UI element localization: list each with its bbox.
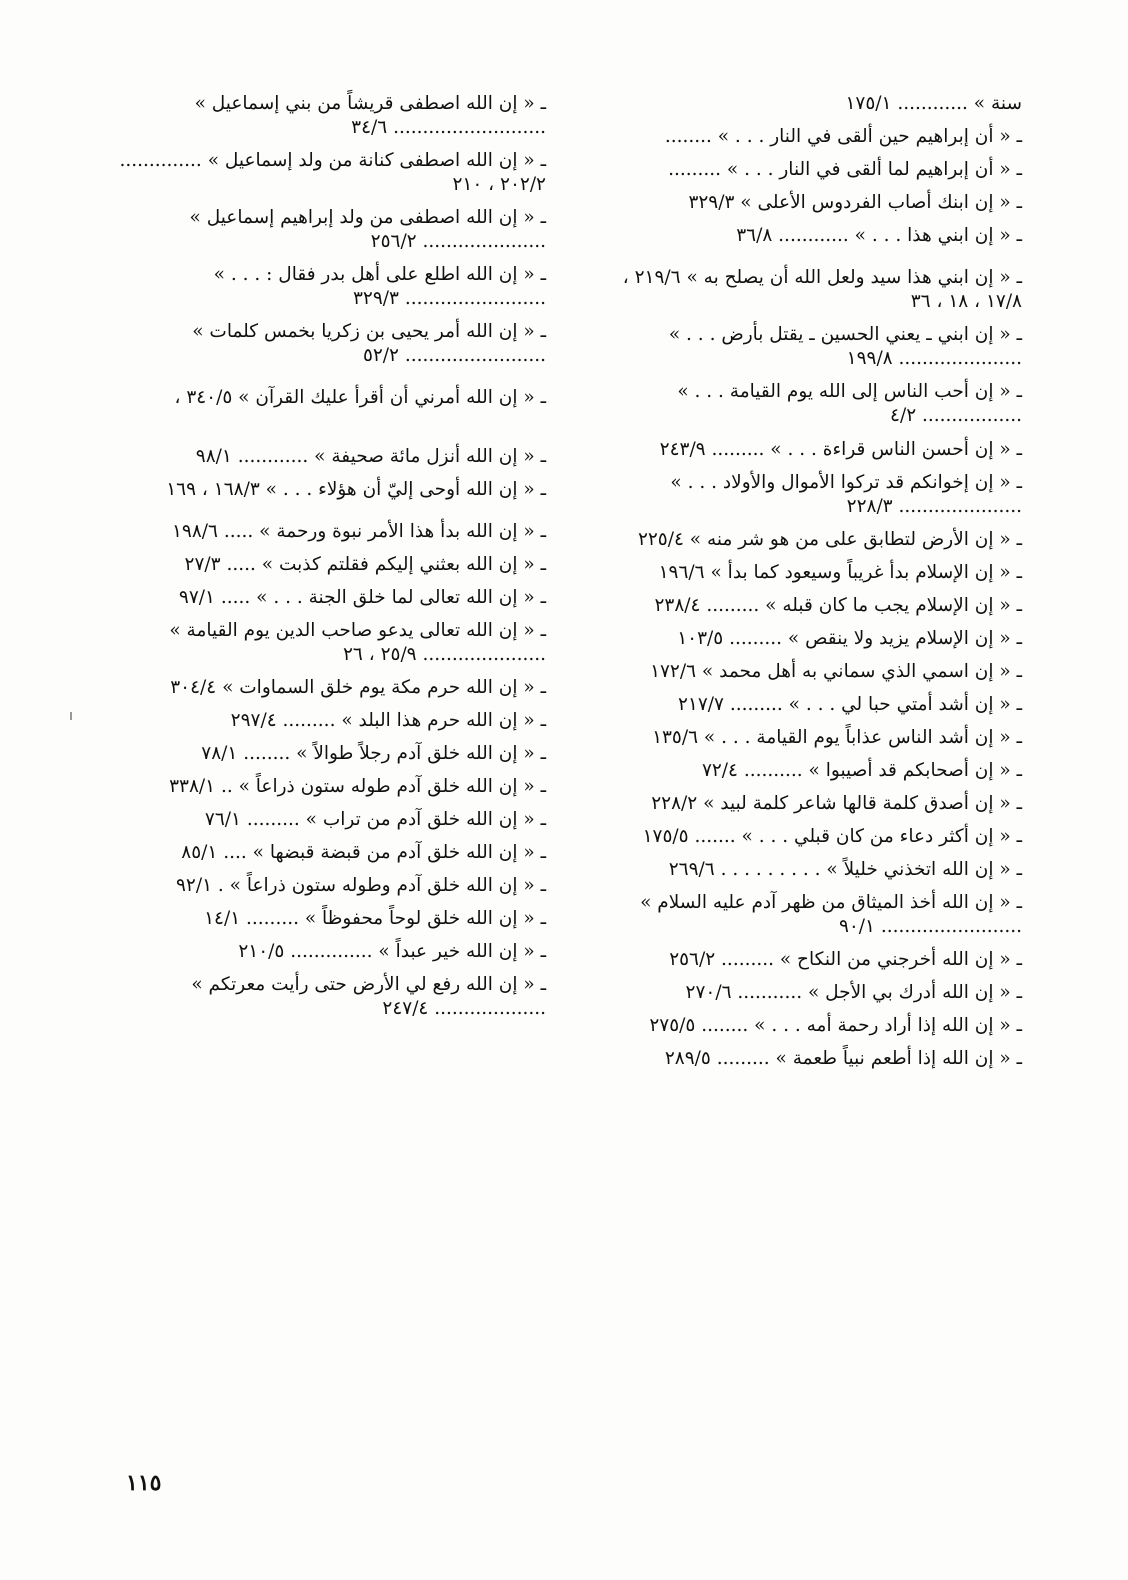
index-entry: ـ « إن الله اطلع على أهل بدر فقال : . . . » ........................ ٣٢٩/٣ [213, 264, 546, 310]
index-entry: ـ « إن الله خلق آدم من تراب » ......... ٧٦/١ [204, 809, 546, 831]
index-entry: ـ « إن أحب الناس إلى الله يوم القيامة . . . » ................. ٤/٢ [677, 381, 1022, 427]
index-entry: ـ « إن الله تعالى لما خلق الجنة . . . » ..... ٩٧/١ [178, 586, 546, 608]
index-entry: ـ « إن الله خلق آدم وطوله ستون ذراعاً » . ٩٢/١ [175, 875, 546, 897]
index-entry: ـ « إن الله أمرني أن أقرأ عليك القرآن » ٣٤٠/٥ ، [174, 387, 546, 409]
index-entry: ـ « إن أكثر دعاء من كان قبلي . . . » ....... ١٧٥/٥ [642, 826, 1022, 848]
index-entry: ـ « إن أشد الناس عذاباً يوم القيامة . . . » ١٣٥/٦ [652, 726, 1022, 748]
index-entry: ـ « إن ابني هذا . . . » ............ ٣٦/٨ [736, 225, 1022, 247]
index-entry: ـ « إن ابني ـ يعني الحسين ـ يقتل بأرض . . . » ..................... ١٩٩/٨ [668, 324, 1022, 370]
index-entry: ـ « إن الله اصطفى من ولد إبراهيم إسماعيل » ..................... ٢٥٦/٢ [189, 207, 546, 253]
index-entry: ـ « إن الله حرم مكة يوم خلق السماوات » ٣٠٤/٤ [170, 676, 546, 698]
index-entry: ـ « إن الله تعالى يدعو صاحب الدين يوم القيامة » ..................... ٢٥/٩ ، ٢٦ [169, 619, 546, 665]
index-entry: ـ « إن الله خير عبداً » .............. ٢١٠/٥ [238, 941, 546, 963]
index-entry: ـ « إن أصدق كلمة قالها شاعر كلمة لبيد » ٢٢٨/٢ [651, 793, 1022, 815]
index-entry: ـ « إن الله بدأ هذا الأمر نبوة ورحمة » ..... ١٩٨/٦ [172, 520, 546, 542]
index-entry: ـ « أن إبراهيم حين ألقى في النار . . . » ........ [664, 126, 1022, 148]
index-entry: ـ « إن الله اصطفى قريشاً من بني إسماعيل » .......................... ٣٤/٦ [194, 93, 546, 139]
index-entry: ـ « إن الإسلام يزيد ولا ينقص » ......... ١٠٣/٥ [677, 627, 1022, 649]
index-entry: ـ « إن أصحابكم قد أصيبوا » .......... ٧٢/٤ [701, 759, 1022, 781]
index-entry: ـ « إن أشد أمتي حبا لي . . . » ......... ٢١٧/٧ [677, 693, 1022, 715]
index-entry: ـ « إن الله رفع لي الأرض حتى رأيت معرتكم » ................... ٢٤٧/٤ [191, 974, 546, 1020]
page-number: ١١٥ [126, 1470, 162, 1496]
index-entry: ـ « إن الله خلق آدم من قبضة قبضها » .... ٨٥/١ [181, 842, 546, 864]
margin-mark [70, 712, 72, 720]
index-entry: ـ « إن الأرض لتطابق على من هو شر منه » ٢٢٥/٤ [637, 528, 1022, 550]
index-entry: ـ « إن اسمي الذي سماني به أهل محمد » ١٧٢/٦ [650, 660, 1022, 682]
index-entry: ـ « إن الله خلق آدم طوله ستون ذراعاً » .. ٣٣٨/١ [169, 775, 546, 797]
index-entry: ـ « إن ابني هذا سيد ولعل الله أن يصلح به » ٢١٩/٦ ، ١٧/٨ ، ١٨ ، ٣٦ [622, 267, 1022, 313]
index-entry: ـ « إن الله اتخذني خليلاً » . . . . . . . . . ٢٦٩/٦ [668, 859, 1022, 881]
index-entry: ـ « إن الله إذا أراد رحمة أمه . . . » ........ ٢٧٥/٥ [649, 1015, 1022, 1037]
index-entry: ـ « إن إخوانكم قد تركوا الأموال والأولاد . . . » ..................... ٢٢٨/٣ [670, 471, 1022, 517]
index-entry: سنة » ............ ١٧٥/١ [845, 93, 1022, 114]
index-entry: ـ « إن الله اصطفى كنانة من ولد إسماعيل » .............. ٢٠٢/٢ ، ٢١٠ [119, 150, 546, 196]
index-entry: ـ « إن الإسلام يجب ما كان قبله » ......... ٢٣٨/٤ [654, 594, 1022, 616]
left-column [118, 92, 546, 1030]
index-entry: ـ « إن الله أخرجني من النكاح » ......... ٢٥٦/٢ [669, 949, 1022, 971]
index-entry: ـ « إن الله أنزل مائة صحيفة » ............ ٩٨/١ [195, 445, 546, 467]
index-entry: ـ « إن الله حرم هذا البلد » ......... ٢٩٧/٤ [230, 709, 546, 731]
index-entry: ـ « إن الله أوحى إليّ أن هؤلاء . . . » ١٦٨/٣ ، ١٦٩ [166, 478, 546, 500]
index-entry: ـ « إن الله أدرك بي الأجل » ........... ٢٧٠/٦ [685, 982, 1022, 1004]
index-entry: ـ « إن الإسلام بدأ غريباً وسيعود كما بدأ » ١٩٦/٦ [658, 561, 1022, 583]
index-entry: ـ « أن إبراهيم لما ألقى في النار . . . » ......... [668, 159, 1022, 181]
index-entry: ـ « إن الله خلق آدم رجلاً طوالاً » ........ ٧٨/١ [201, 742, 546, 764]
index-entry: ـ « إن الله خلق لوحاً محفوظاً » ......... ١٤/١ [204, 908, 546, 930]
index-entry: ـ « إن الله أخذ الميثاق من ظهر آدم عليه السلام » ........................ ٩٠/١ [640, 892, 1022, 938]
index-entry: ـ « إن الله أمر يحيى بن زكريا بخمس كلمات » ........................ ٥٢/٢ [192, 321, 546, 367]
index-entry: ـ « إن ابنك أصاب الفردوس الأعلى » ٣٢٩/٣ [688, 192, 1022, 214]
right-column [582, 92, 1022, 1080]
index-entry: ـ « إن الله إذا أطعم نبياً طعمة » ......... ٢٨٩/٥ [664, 1048, 1022, 1070]
index-entry: ـ « إن أحسن الناس قراءة . . . » ......... ٢٤٣/٩ [659, 438, 1022, 460]
index-entry: ـ « إن الله بعثني إليكم فقلتم كذبت » ..... ٢٧/٣ [184, 553, 546, 575]
